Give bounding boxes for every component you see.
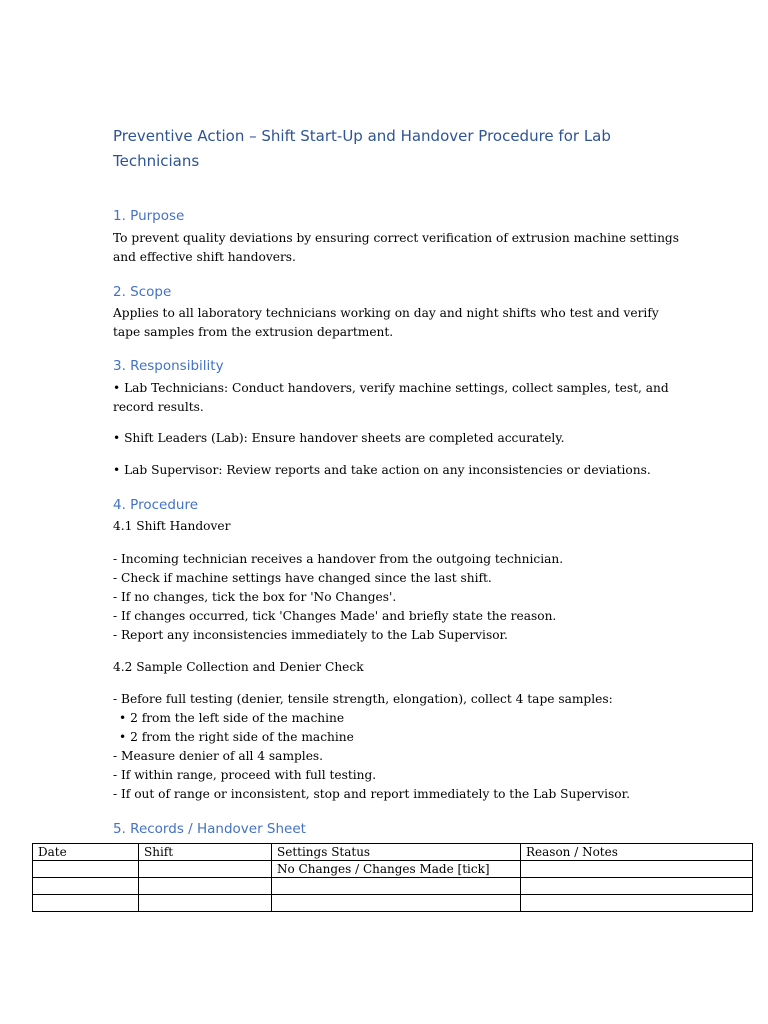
subheading-line: 4.2 Sample Collection and Denier Check (113, 660, 364, 674)
responsibility-item-shift-leaders (113, 429, 673, 448)
purpose-heading: 1. Purpose (113, 208, 185, 224)
table-cell[interactable] (33, 878, 139, 895)
table-cell[interactable] (521, 895, 753, 912)
responsibility-heading: 3. Responsibility (113, 358, 224, 374)
list-item: - Incoming technician receives a handover from the outgoing technician. (113, 552, 564, 566)
records-heading: 5. Records / Handover Sheet (113, 821, 306, 837)
purpose-line: To prevent quality deviations by ensuring correct verification of extrusion machine settings (113, 231, 679, 245)
table-header-row (33, 844, 753, 861)
procedure-heading: 4. Procedure (113, 497, 199, 513)
column-header-shift: Shift (139, 844, 272, 861)
scope-text (113, 304, 673, 342)
table-cell[interactable] (139, 861, 272, 878)
list-item: - If out of range or inconsistent, stop and report immediately to the Lab Supervisor. (113, 787, 630, 801)
purpose-line: and effective shift handovers. (113, 250, 296, 264)
responsibility-line: • Shift Leaders (Lab): Ensure handover sheets are completed accurately. (113, 431, 565, 445)
list-item: • 2 from the left side of the machine (119, 711, 345, 725)
list-item: - Report any inconsistencies immediately to the Lab Supervisor. (113, 628, 508, 642)
responsibility-line: record results. (113, 400, 204, 414)
responsibility-item-lab-supervisor (113, 461, 673, 480)
table-cell[interactable]: No Changes / Changes Made [tick] (272, 861, 521, 878)
table-cell[interactable] (521, 878, 753, 895)
table-cell[interactable] (139, 878, 272, 895)
list-item: - Before full testing (denier, tensile strength, elongation), collect 4 tape samples: (113, 692, 613, 706)
list-item: - Check if machine settings have changed since the last shift. (113, 571, 492, 585)
column-header-settings-status: Settings Status (272, 844, 521, 861)
scope-heading: 2. Scope (113, 284, 172, 300)
list-item: - If within range, proceed with full testing. (113, 768, 377, 782)
scope-line: tape samples from the extrusion department. (113, 325, 394, 339)
table-cell[interactable] (272, 895, 521, 912)
table-cell[interactable] (139, 895, 272, 912)
list-item: • 2 from the right side of the machine (119, 730, 354, 744)
document-title: Preventive Action – Shift Start-Up and Handover Procedure for Lab Technicians (113, 127, 611, 170)
scope-line: Applies to all laboratory technicians working on day and night shifts who test and verify (113, 306, 659, 320)
purpose-text (113, 229, 679, 267)
responsibility-line: • Lab Technicians: Conduct handovers, verify machine settings, collect samples, test, and (113, 381, 669, 395)
handover-sheet-table (32, 843, 753, 912)
table-cell[interactable] (33, 861, 139, 878)
table-cell[interactable] (521, 861, 753, 878)
subheading-line: 4.1 Shift Handover (113, 519, 231, 533)
procedure-subheading-shift-handover (113, 517, 673, 536)
table-cell[interactable] (33, 895, 139, 912)
column-header-reason-notes: Reason / Notes (521, 844, 753, 861)
column-header-date: Date (33, 844, 139, 861)
responsibility-line: • Lab Supervisor: Review reports and take action on any inconsistencies or deviations. (113, 463, 651, 477)
procedure-subheading-sample-collection (113, 658, 673, 677)
shift-handover-list (113, 550, 673, 645)
list-item: - If no changes, tick the box for 'No Changes'. (113, 590, 397, 604)
table-row (33, 895, 753, 912)
list-item: - If changes occurred, tick 'Changes Made' and briefly state the reason. (113, 609, 557, 623)
table-cell[interactable] (272, 878, 521, 895)
table-row (33, 878, 753, 895)
responsibility-item-lab-technicians (113, 379, 673, 417)
sample-collection-list (113, 690, 673, 804)
list-item: - Measure denier of all 4 samples. (113, 749, 324, 763)
table-row (33, 861, 753, 878)
